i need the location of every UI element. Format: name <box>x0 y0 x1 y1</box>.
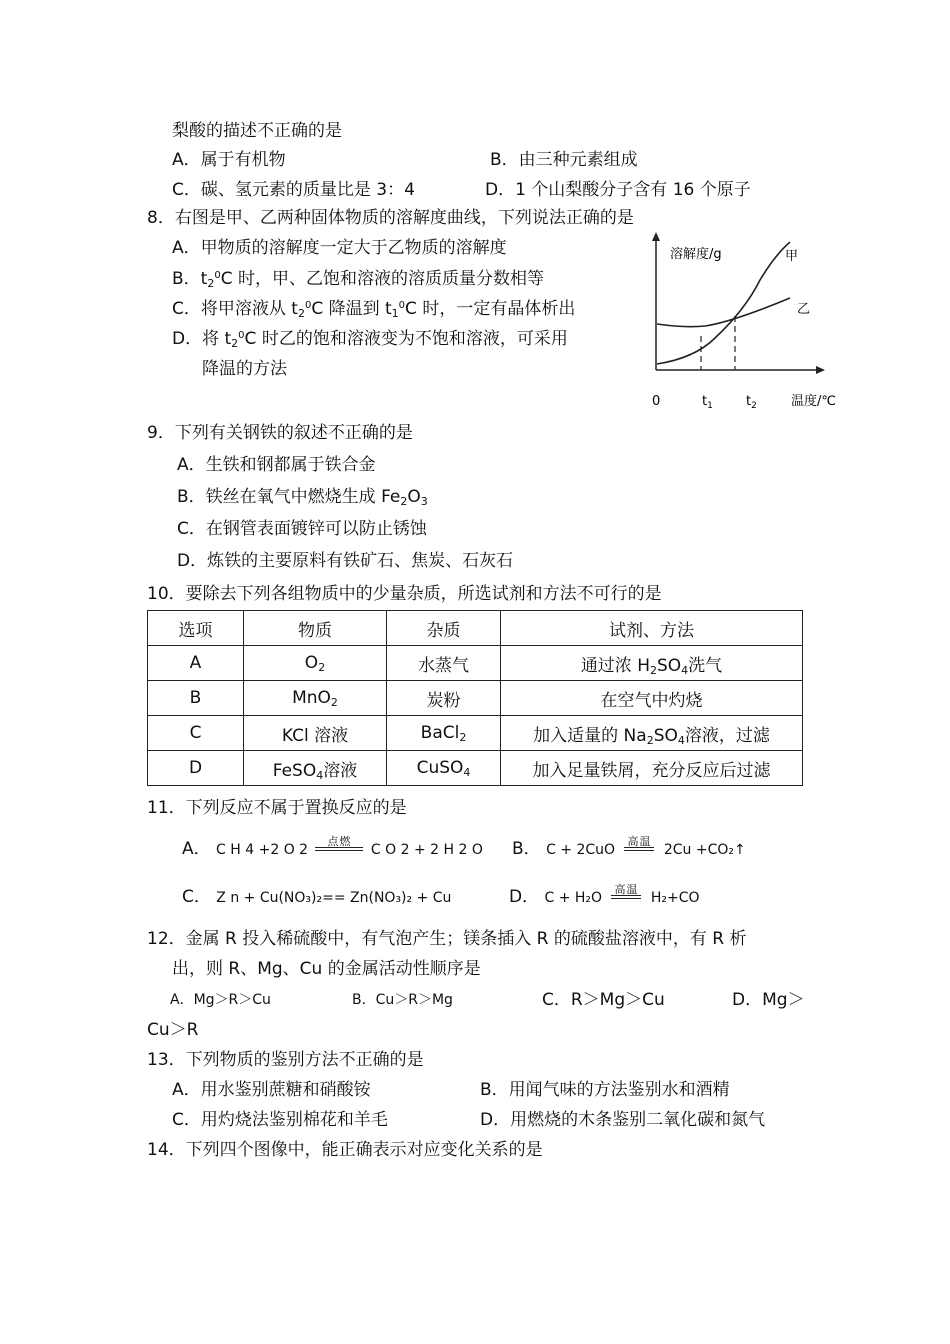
q12-stem-line2: 出，则 R、Mg、Cu 的金属活动性顺序是 <box>172 959 481 979</box>
q13-option-b[interactable]: B．用闻气味的方法鉴别水和酒精 <box>480 1080 730 1100</box>
q13-option-c[interactable]: C．用灼烧法鉴别棉花和羊毛 <box>172 1110 388 1130</box>
q12-option-c[interactable]: C．R＞Mg＞Cu <box>542 990 665 1010</box>
q10-stem: 10．要除去下列各组物质中的少量杂质，所选试剂和方法不可行的是 <box>147 584 662 604</box>
graph-xlabel: 温度/℃ <box>791 394 836 409</box>
q11-option-c[interactable]: C． Z n + Cu(NO₃)₂== Zn(NO₃)₂ + Cu <box>182 887 452 907</box>
q8-option-a[interactable]: A．甲物质的溶解度一定大于乙物质的溶解度 <box>172 238 507 258</box>
q9-option-b[interactable]: B．铁丝在氧气中燃烧生成 $Fe_2O_3$ <box>177 487 428 508</box>
table-header-row <box>148 611 803 646</box>
q10-table <box>147 610 803 786</box>
header-substance: 物质 <box>244 611 387 646</box>
label-jia: 甲 <box>785 249 799 264</box>
q12-stem-line1: 12．金属 R 投入稀硫酸中，有气泡产生；镁条插入 R 的硫酸盐溶液中，有 R 析 <box>147 929 747 949</box>
row-c-substance: KCl 溶液 <box>244 716 387 751</box>
table-row[interactable] <box>148 646 803 681</box>
q8-option-d[interactable]: D．将 $t_2^0C$ 时乙的饱和溶液变为不饱和溶液，可采用 <box>172 329 568 350</box>
q11-stem: 11．下列反应不属于置换反应的是 <box>147 798 407 818</box>
q7-option-d[interactable]: D．1 个山梨酸分子含有 16 个原子 <box>485 180 751 200</box>
row-c-option: C <box>148 716 244 751</box>
header-impurity: 杂质 <box>387 611 501 646</box>
q12-option-d[interactable]: D．Mg＞ <box>732 990 805 1010</box>
row-b-method: 在空气中灼烧 <box>501 681 803 716</box>
q8-option-b[interactable]: B．$t_2^0C$ 时，甲、乙饱和溶液的溶质质量分数相等 <box>172 269 544 290</box>
table-row[interactable] <box>148 751 803 786</box>
q13-stem: 13．下列物质的鉴别方法不正确的是 <box>147 1050 424 1070</box>
q12-option-d-wrap: Cu＞R <box>147 1020 199 1040</box>
q9-option-d[interactable]: D．炼铁的主要原料有铁矿石、焦炭、石灰石 <box>177 551 514 571</box>
table-row[interactable] <box>148 681 803 716</box>
q8-stem: 8．右图是甲、乙两种固体物质的溶解度曲线，下列说法正确的是 <box>147 208 634 228</box>
solubility-graph <box>640 230 840 415</box>
condition-ignite: 点燃 <box>327 835 352 848</box>
q11-option-d[interactable]: D． C + H₂O 高温 H₂+CO <box>509 886 700 909</box>
q7-stem-tail: 梨酸的描述不正确的是 <box>172 121 342 141</box>
row-a-substance: $O_2$ <box>244 646 387 681</box>
row-d-method: 加入足量铁屑，充分反应后过滤 <box>501 751 803 786</box>
row-c-method: 加入适量的 $Na_2SO_4$溶液，过滤 <box>501 716 803 751</box>
q12-option-b[interactable]: B．Cu＞R＞Mg <box>352 992 453 1008</box>
row-d-option: D <box>148 751 244 786</box>
q13-option-a[interactable]: A．用水鉴别蔗糖和硝酸铵 <box>172 1080 371 1100</box>
row-d-impurity: CuSO$_4$ <box>387 751 501 786</box>
tick-t2: $t_2$ <box>746 394 757 411</box>
row-c-impurity: BaCl$_2$ <box>387 716 501 751</box>
q11-option-a[interactable]: A． C H 4 +2 O 2 点燃 C O 2 + 2 H 2 O <box>182 838 483 861</box>
row-d-substance: FeSO$_4$溶液 <box>244 751 387 786</box>
header-option: 选项 <box>148 611 244 646</box>
graph-origin: 0 <box>652 394 661 409</box>
tick-t1: $t_1$ <box>702 394 713 411</box>
row-a-method: 通过浓 $H_2SO_4$洗气 <box>501 646 803 681</box>
q11-option-b[interactable]: B． C + 2CuO 高温 2Cu +CO₂↑ <box>512 838 746 861</box>
label-yi: 乙 <box>797 302 811 317</box>
q7-option-b[interactable]: B．由三种元素组成 <box>490 150 638 170</box>
q12-option-a[interactable]: A．Mg＞R＞Cu <box>170 992 271 1008</box>
row-b-option: B <box>148 681 244 716</box>
condition-high-temp: 高温 <box>614 883 639 896</box>
row-b-substance: MnO$_2$ <box>244 681 387 716</box>
graph-x-arrow <box>816 366 825 374</box>
q9-stem: 9．下列有关钢铁的叙述不正确的是 <box>147 423 413 443</box>
graph-ylabel: 溶解度/g <box>670 247 722 262</box>
q14-stem: 14．下列四个图像中，能正确表示对应变化关系的是 <box>147 1140 543 1160</box>
q8-option-c[interactable]: C．将甲溶液从 $t_2^0C$ 降温到 $t_1^0C$ 时，一定有晶体析出 <box>172 299 576 320</box>
curve-yi <box>657 298 790 327</box>
q7-option-c[interactable]: C．碳、氢元素的质量比是 3：4 <box>172 180 415 200</box>
row-b-impurity: 炭粉 <box>387 681 501 716</box>
graph-y-arrow <box>652 232 660 241</box>
q8-option-d-line2: 降温的方法 <box>202 359 287 379</box>
row-a-impurity: 水蒸气 <box>387 646 501 681</box>
q9-option-c[interactable]: C．在钢管表面镀锌可以防止锈蚀 <box>177 519 427 539</box>
q9-option-a[interactable]: A．生铁和钢都属于铁合金 <box>177 455 376 475</box>
q7-option-a[interactable]: A．属于有机物 <box>172 150 286 170</box>
condition-high-temp: 高温 <box>627 835 652 848</box>
table-row[interactable] <box>148 716 803 751</box>
header-method: 试剂、方法 <box>501 611 803 646</box>
row-a-option: A <box>148 646 244 681</box>
q13-option-d[interactable]: D．用燃烧的木条鉴别二氧化碳和氮气 <box>480 1110 766 1130</box>
